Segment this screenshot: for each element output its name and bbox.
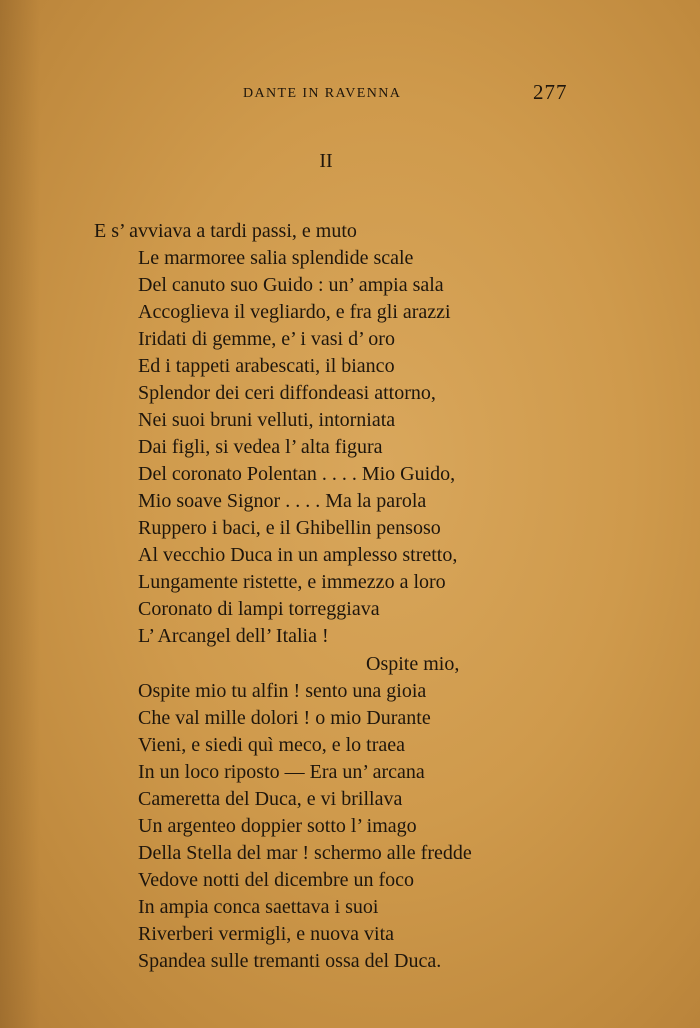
poem-line: Che val mille dolori ! o mio Durante [138,706,431,729]
poem-line: Ed i tappeti arabescati, il bianco [138,355,395,378]
poem-line: Al vecchio Duca in un amplesso stretto, [138,544,458,567]
poem-line: Mio soave Signor . . . . Ma la parola [138,490,427,513]
poem-line: Vedove notti del dicembre un foco [138,868,415,891]
poem-line: Lungamente ristette, e immezzo a loro [138,571,446,594]
poem-line: Le marmoree salia splendide scale [138,247,414,270]
poem-line: L’ Arcangel dell’ Italia ! [138,625,329,648]
poem-line: Un argenteo doppier sotto l’ imago [138,814,417,837]
poem-line: Vieni, e siedi quì meco, e lo traea [138,733,406,756]
poem-line: Riverberi vermigli, e nuova vita [138,922,395,945]
poem-line: In ampia conca saettava i suoi [138,895,379,918]
poem-line: Ruppero i baci, e il Ghibellin pensoso [138,517,441,540]
page-number: 277 [533,80,568,104]
poem-text [0,218,700,975]
poem-line: Coronato di lampi torreggiava [138,598,380,621]
running-head [0,80,700,108]
poem-line: Del coronato Polentan . . . . Mio Guido, [138,463,456,486]
poem-line: Ospite mio tu alfin ! sento una gioia [138,679,427,702]
poem-line: Iridati di gemme, e’ i vasi d’ oro [138,328,395,351]
poem-line: Dai figli, si vedea l’ alta figura [138,436,383,459]
poem-line: Ospite mio, [366,652,460,675]
poem-line: Nei suoi bruni velluti, intorniata [138,409,396,432]
poem-line: In un loco riposto — Era un’ arcana [138,760,425,783]
poem-line: Della Stella del mar ! schermo alle fredde [138,841,472,864]
section-numeral: II [319,150,333,172]
poem-line: Spandea sulle tremanti ossa del Duca. [138,949,442,972]
poem-line: Del canuto suo Guido : un’ ampia sala [138,274,444,297]
poem-line: Accoglieva il vegliardo, e fra gli arazzi [138,301,451,324]
poem-line: Splendor dei ceri diffondeasi attorno, [138,382,436,405]
poem-line: E s’ avviava a tardi passi, e muto [94,220,357,242]
poem-line: Cameretta del Duca, e vi brillava [138,787,403,810]
running-title: DANTE IN RAVENNA [243,86,402,101]
